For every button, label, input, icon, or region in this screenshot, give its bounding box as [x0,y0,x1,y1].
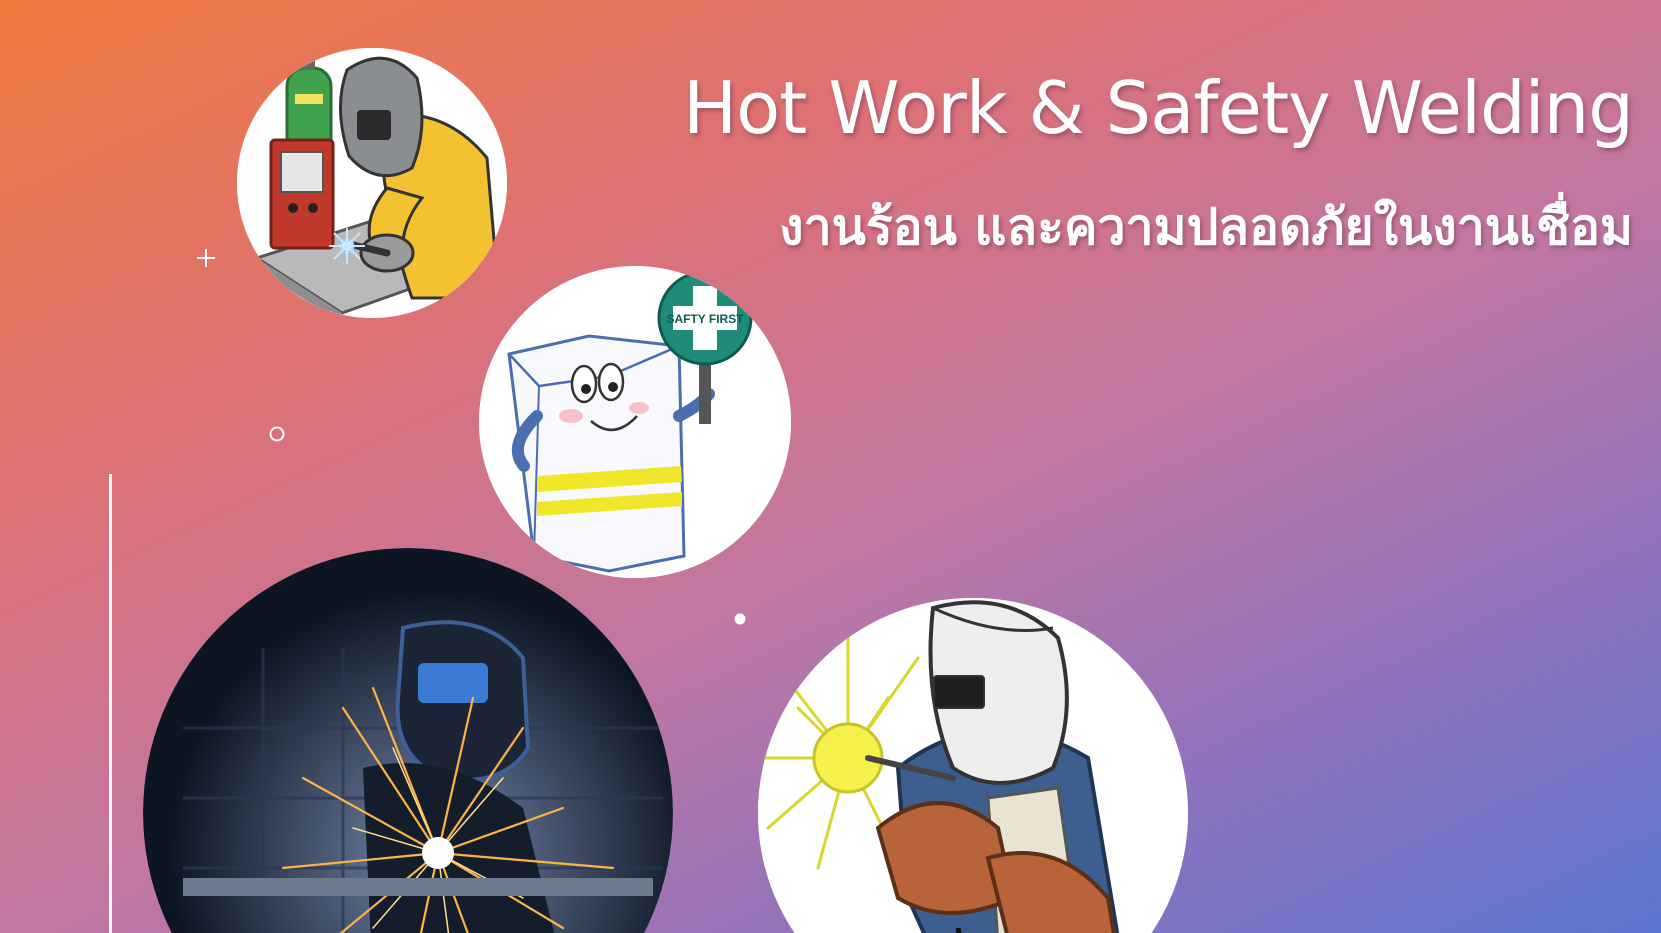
welder-mask-cartoon-icon [758,598,1188,933]
vertical-line-decoration [109,474,112,933]
dot-decoration-icon [734,613,746,625]
welder-with-gas-cylinder-icon [237,48,507,318]
slide-subtitle: งานร้อน และความปลอดภัยในงานเชื่อม [779,197,1633,256]
safety-first-mascot-icon [479,266,791,578]
plus-decoration-icon [195,247,217,269]
sign-label: SAFTY FIRST [666,312,744,326]
welder-sparks-photo-icon [143,548,673,933]
slide-title: Hot Work & Safety Welding [682,66,1633,150]
ring-decoration-icon [268,425,286,443]
